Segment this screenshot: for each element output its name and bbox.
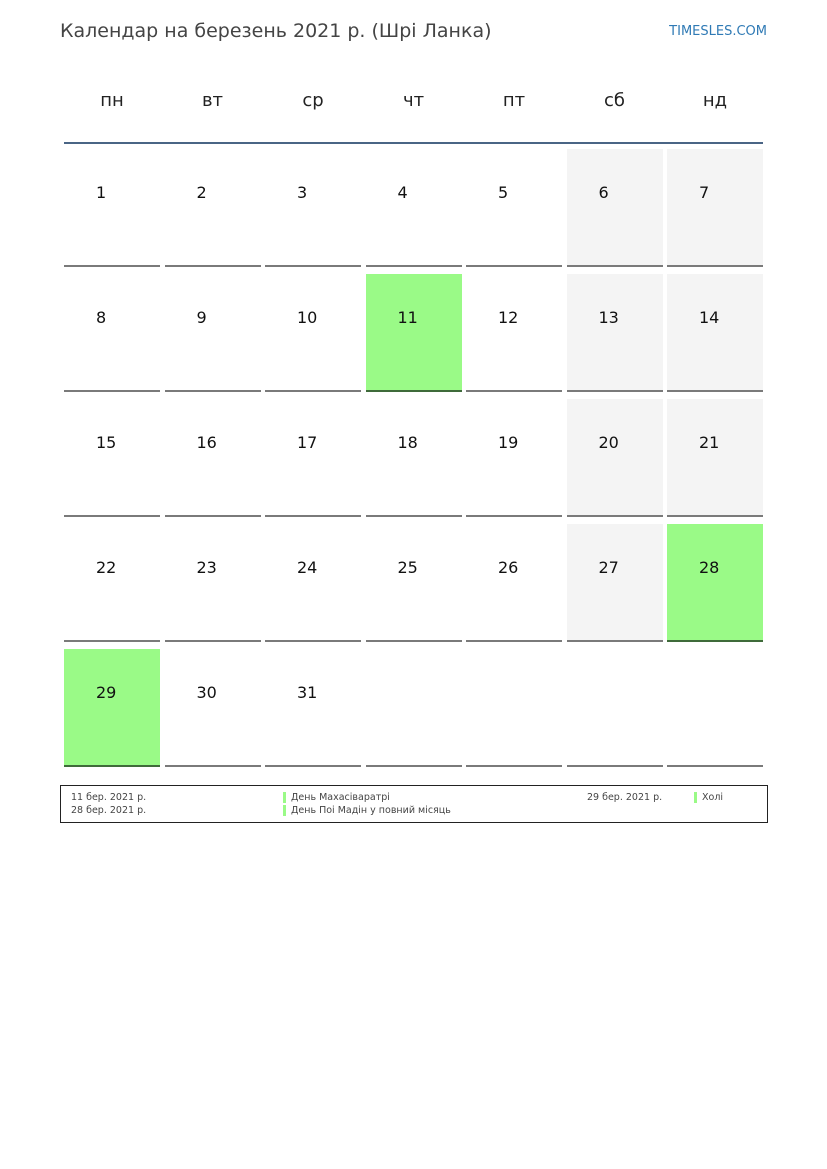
- day-number: 13: [598, 308, 619, 327]
- day-number: 17: [297, 433, 318, 452]
- day-number: 22: [96, 558, 117, 577]
- day-cell: [64, 649, 160, 767]
- legend-color-marker: [283, 805, 286, 816]
- weekday-label: вт: [201, 90, 224, 111]
- day-cell: [667, 399, 763, 517]
- day-number: 30: [196, 683, 217, 702]
- day-cell: [265, 274, 361, 392]
- day-number: 25: [397, 558, 418, 577]
- day-number: 1: [96, 183, 107, 202]
- day-cell: [366, 524, 462, 642]
- legend-color-marker: [283, 792, 286, 803]
- day-cell: [165, 399, 261, 517]
- day-cell: [667, 274, 763, 392]
- day-cell: [64, 149, 160, 267]
- day-cell: [165, 524, 261, 642]
- day-cell: [366, 399, 462, 517]
- day-cell: [567, 274, 663, 392]
- legend-holiday-name: [283, 805, 451, 816]
- legend-holiday-name: [694, 792, 723, 803]
- day-cell: [165, 649, 261, 767]
- legend-date: 11 бер. 2021 р.: [71, 792, 147, 803]
- day-number: 15: [96, 433, 117, 452]
- day-number: 20: [598, 433, 619, 452]
- day-cell: [64, 274, 160, 392]
- legend-holiday-label: День Поі Мадін у повний місяць: [291, 805, 451, 816]
- day-number: 3: [297, 183, 308, 202]
- page-title: Календар на березень 2021 р. (Шрі Ланка): [60, 20, 492, 42]
- day-number: 12: [498, 308, 519, 327]
- legend-holiday-label: Холі: [702, 792, 724, 803]
- legend-holiday-name: [283, 792, 390, 803]
- day-number: 2: [196, 183, 207, 202]
- holiday-legend: [60, 785, 768, 823]
- day-number: 23: [196, 558, 217, 577]
- day-cell: [366, 274, 462, 392]
- day-number: 9: [196, 308, 207, 327]
- day-cell: [567, 524, 663, 642]
- legend-color-marker: [694, 792, 697, 803]
- day-cell: [165, 149, 261, 267]
- day-number: 7: [699, 183, 710, 202]
- empty-day-cell: [567, 649, 663, 767]
- day-cell: [366, 149, 462, 267]
- weekday-label: чт: [402, 90, 425, 111]
- empty-day-cell: [366, 649, 462, 767]
- weekday-label: ср: [302, 90, 324, 111]
- day-number: 26: [498, 558, 519, 577]
- day-number: 28: [699, 558, 720, 577]
- legend-date: 28 бер. 2021 р.: [71, 805, 147, 816]
- legend-date: 29 бер. 2021 р.: [587, 792, 663, 803]
- day-number: 27: [598, 558, 619, 577]
- empty-day-cell: [466, 649, 562, 767]
- weekday-label: пн: [100, 90, 124, 111]
- day-number: 8: [96, 308, 107, 327]
- day-cell: [667, 524, 763, 642]
- day-number: 21: [699, 433, 720, 452]
- legend-holiday-label: День Махасіваратрі: [291, 792, 390, 803]
- weekday-label: сб: [604, 90, 625, 111]
- day-cell: [466, 399, 562, 517]
- day-cell: [265, 399, 361, 517]
- day-number: 18: [397, 433, 418, 452]
- day-number: 29: [96, 683, 117, 702]
- day-cell: [466, 274, 562, 392]
- header-divider: [64, 142, 763, 144]
- day-cell: [567, 149, 663, 267]
- day-number: 11: [397, 308, 418, 327]
- day-number: 5: [498, 183, 509, 202]
- day-cell: [165, 274, 261, 392]
- day-number: 14: [699, 308, 720, 327]
- day-cell: [64, 399, 160, 517]
- day-number: 16: [196, 433, 217, 452]
- day-cell: [265, 149, 361, 267]
- day-cell: [466, 524, 562, 642]
- day-cell: [265, 524, 361, 642]
- day-cell: [466, 149, 562, 267]
- day-cell: [567, 399, 663, 517]
- empty-day-cell: [667, 649, 763, 767]
- day-number: 19: [498, 433, 519, 452]
- day-cell: [64, 524, 160, 642]
- day-number: 4: [397, 183, 408, 202]
- site-link[interactable]: TIMESLES.COM: [669, 24, 767, 39]
- weekday-header: [64, 90, 764, 120]
- day-number: 6: [598, 183, 609, 202]
- weekday-label: пт: [502, 90, 526, 111]
- day-cell: [265, 649, 361, 767]
- weekday-label: нд: [702, 90, 728, 111]
- day-number: 24: [297, 558, 318, 577]
- day-cell: [667, 149, 763, 267]
- day-number: 31: [297, 683, 318, 702]
- day-number: 10: [297, 308, 318, 327]
